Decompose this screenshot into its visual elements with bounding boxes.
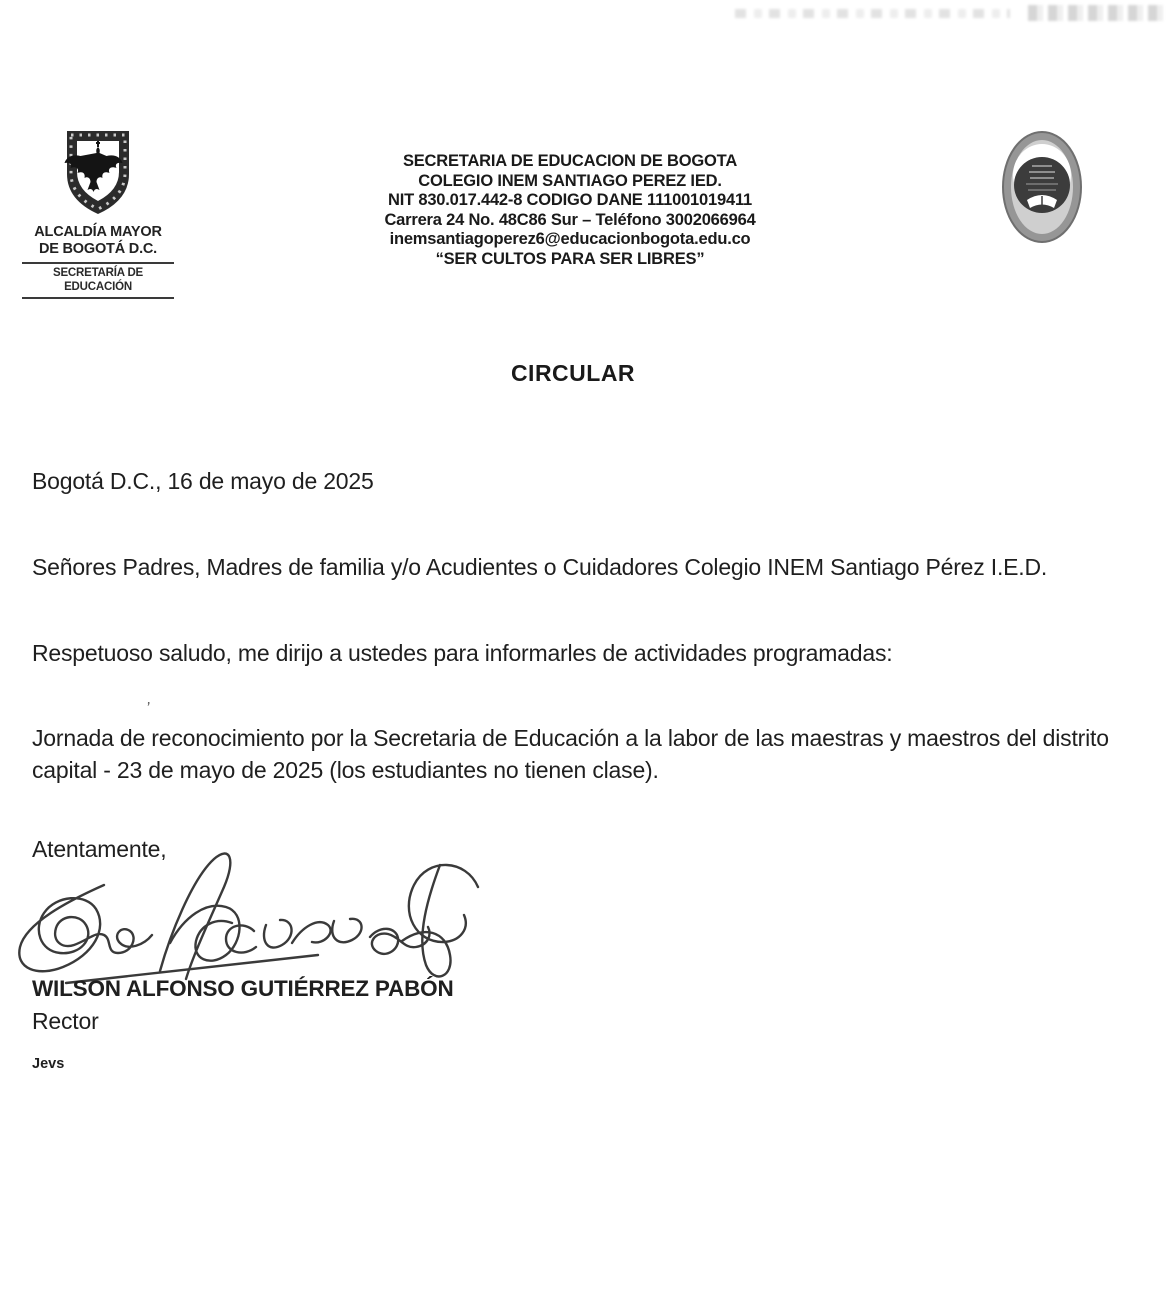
document-title: CIRCULAR (510, 360, 636, 386)
typist-initials: Jevs (32, 1056, 65, 1072)
closing-line: Atentamente, (32, 836, 167, 862)
alcaldia-logo-block (22, 128, 174, 299)
greeting-line: Respetuoso saludo, me dirijo a ustedes para informarles de actividades programadas: (32, 640, 893, 666)
school-seal-icon (1000, 128, 1084, 246)
scan-stray-mark: ’ (144, 699, 151, 718)
secretaria-label: SECRETARÍA DE EDUCACIÓN (22, 264, 174, 299)
letterhead-line-email: inemsantiagoperez6@educacionbogota.edu.co (389, 230, 751, 248)
recipients-line: Señores Padres, Madres de familia y/o Acudientes o Cuidadores Colegio INEM Santiago Pérez I.E.D. (32, 554, 1048, 580)
letterhead-line-nit: NIT 830.017.442-8 CODIGO DANE 111001019411 (387, 191, 752, 209)
handwritten-signature (8, 843, 508, 993)
scan-artifact-strip (1028, 5, 1168, 21)
body-paragraph: Jornada de reconocimiento por la Secretaria de Educación a la labor de las maestras y maestros del distrito capital - 23 de mayo de 2025 (los estudiantes no tienen clase). (32, 725, 1109, 783)
letterhead-line-address: Carrera 24 No. 48C86 Sur – Teléfono 3002066964 (384, 210, 756, 229)
scan-artifact-strip (735, 9, 1010, 18)
alcaldia-label-line1: ALCALDÍA MAYOR (34, 224, 162, 240)
alcaldia-label-line2: DE BOGOTÁ D.C. (22, 241, 174, 264)
letterhead-line-motto: “SER CULTOS PARA SER LIBRES” (435, 249, 705, 268)
bogota-shield-icon (61, 128, 135, 218)
signer-name: WILSON ALFONSO GUTIÉRREZ PABÓN (32, 976, 454, 1001)
date-line: Bogotá D.C., 16 de mayo de 2025 (32, 468, 374, 494)
letterhead (340, 152, 800, 269)
signer-title: Rector (32, 1008, 99, 1034)
letterhead-line-entity: SECRETARIA DE EDUCACION DE BOGOTA (402, 152, 738, 170)
letterhead-line-school: COLEGIO INEM SANTIAGO PEREZ IED. (418, 171, 722, 190)
